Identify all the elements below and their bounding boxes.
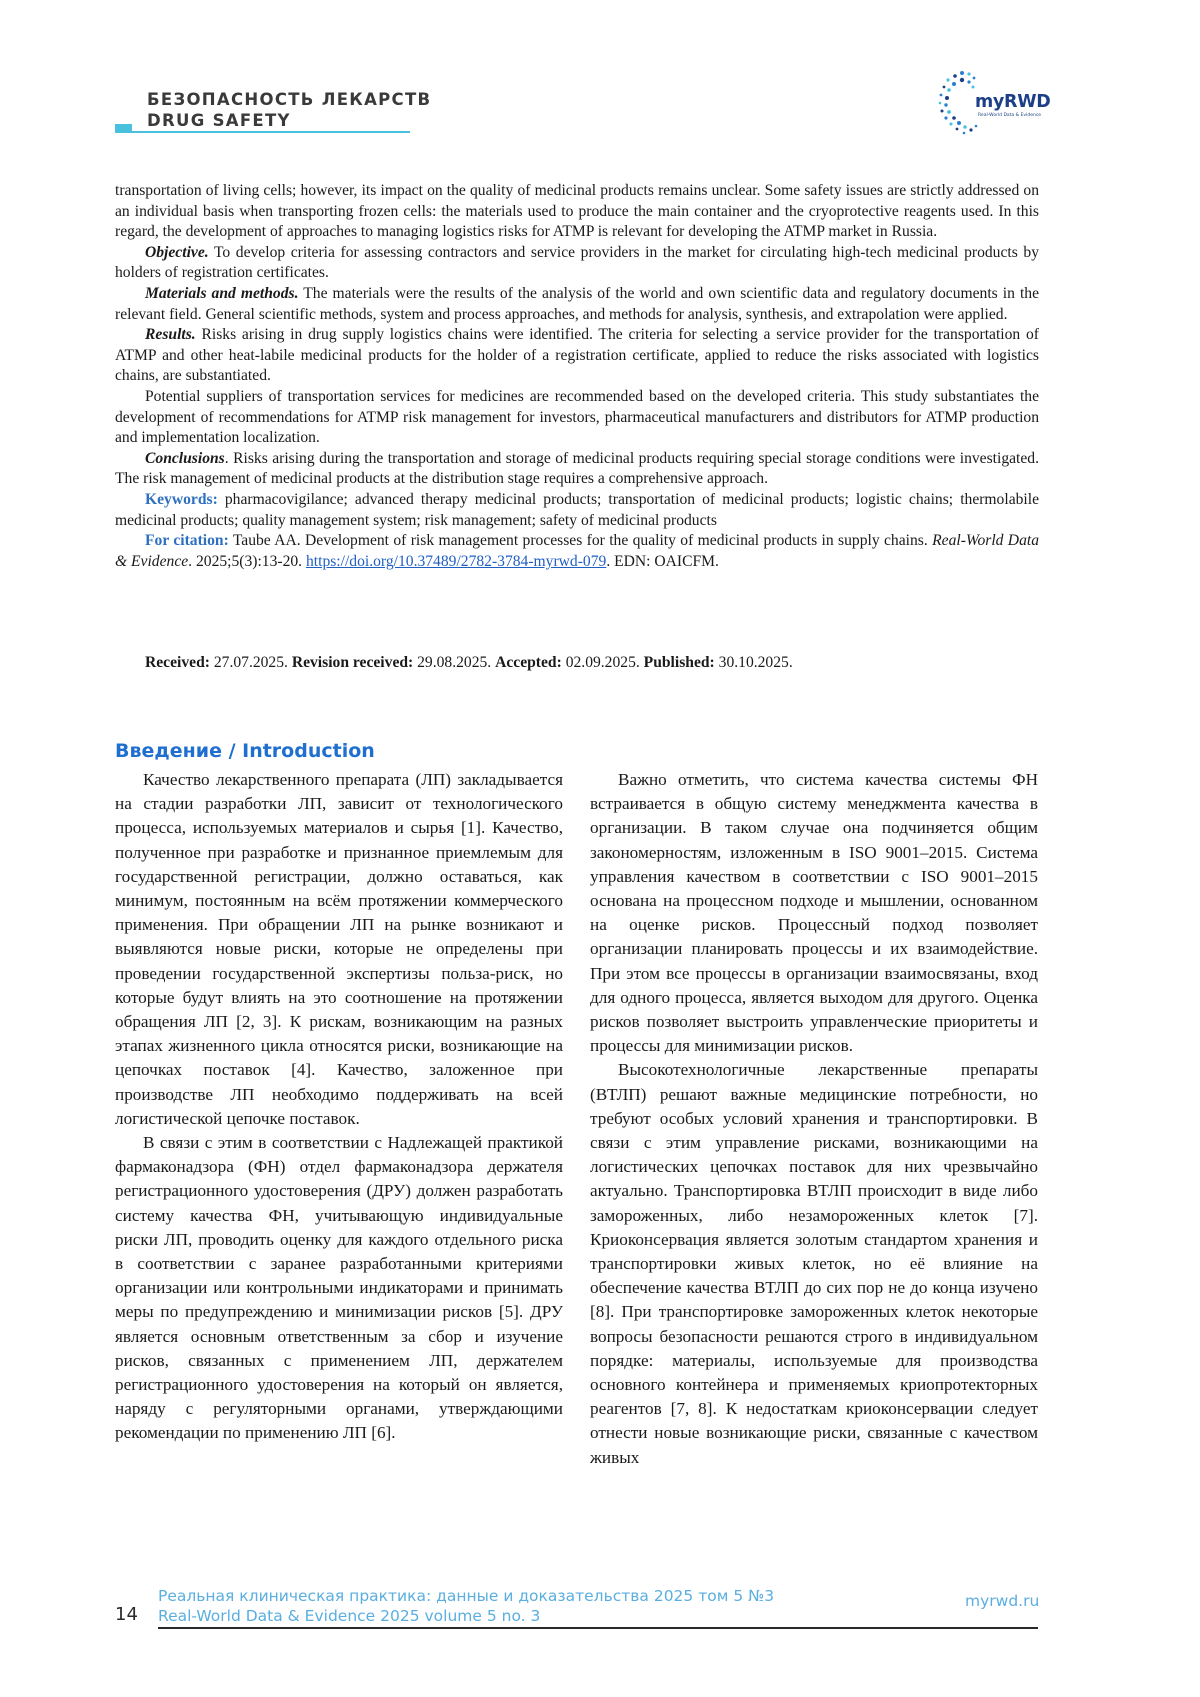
objective-label: Objective.	[145, 244, 209, 261]
logo-wordmark: myRWD	[975, 92, 1050, 112]
keywords-label: Keywords:	[145, 491, 218, 508]
page-number: 14	[115, 1604, 138, 1625]
conclusions-label: Conclusions	[145, 450, 225, 467]
body-paragraph: Важно отметить, что система качества системы ФН встраивается в общую систему менеджмента качества в организации. В таком случае она подчиняется общим закономерностям, изложенным в ISO 9001–2015. Система управления качеством в соответствии с ISO 9001–2015 основана на процессном подходе и мышлении, основанном на оценке рисков. Процессный подход позволяет организации планировать процессы и их взаимодействие. При этом все процессы в организации взаимосвязаны, вход для одного процесса, является выходом для другого. Оценка рисков позволяет выстроить управленческие приоритеты и процессы для минимизации рисков.	[590, 768, 1038, 1058]
abstract	[115, 181, 1039, 572]
header-rule	[115, 131, 410, 133]
left-column	[115, 768, 563, 1446]
journal-title-english: Real-World Data & Evidence 2025 volume 5 no. 3	[158, 1607, 540, 1625]
citation-journal: Real-World Data & Evidence	[115, 532, 1039, 570]
abstract-conclusions: Conclusions. Risks arising during the transportation and storage of medicinal products requiring special storage conditions were investigated. The risk management of medicinal products at the distribution stage requires a comprehensive approach.	[115, 449, 1039, 490]
results-label: Results.	[145, 326, 196, 343]
abstract-paragraph: transportation of living cells; however, its impact on the quality of medicinal products remains unclear. Some safety issues are strictly addressed on an individual basis when transporting frozen cells: the materials used to produce the main container and the cryoprotective reagents used. In this regard, the development of approaches to managing logistics risks for ATMP is relevant for developing the ATMP market in Russia.	[115, 181, 1039, 243]
journal-title-russian: Реальная клиническая практика: данные и доказательства 2025 том 5 №3	[158, 1587, 774, 1605]
dot-cluster-icon	[938, 68, 978, 138]
rubric-english: DRUG SAFETY	[147, 111, 291, 130]
logo-subtext: Real-World Data & Evidence	[978, 113, 1041, 118]
journal-site-link[interactable]: myrwd.ru	[965, 1592, 1039, 1610]
rubric-russian: БЕЗОПАСНОСТЬ ЛЕКАРСТВ	[147, 90, 431, 109]
footer-rule	[158, 1627, 1038, 1629]
citation-label: For citation:	[145, 532, 229, 549]
body-paragraph: Высокотехнологичные лекарственные препараты (ВТЛП) решают важные медицинские потребности, но требуют особых условий хранения и транспортировки. В связи с этим управление рисками, возникающими на логистических цепочках поставок для них чрезвычайно актуально. Транспортировка ВТЛП происходит в виде либо замороженных, либо незамороженных клеток [7]. Криоконсервация является золотым стандартом хранения и транспортировки живых клеток, но её влияние на обеспечение качества ВТЛП до сих пор не до конца изучено [8]. При транспортировке замороженных клеток некоторые вопросы безопасности решаются строго в индивидуальном порядке: материалы, используемые для производства основного контейнера и применяемых криопротекторных реагентов [7, 8]. К недостаткам криоконсервации следует отнести новые возникающие риски, связанные с качеством живых	[590, 1058, 1038, 1469]
right-column	[590, 768, 1038, 1470]
abstract-results-continued: Potential suppliers of transportation services for medicines are recommended based on the developed criteria. This study substantiates the development of recommendations for ATMP risk management for investors, pharmaceutical manufacturers and distributors for ATMP production and implementation localization.	[115, 387, 1039, 449]
body-paragraph: В связи с этим в соответствии с Надлежащей практикой фармаконадзора (ФН) отдел фармаконадзора держателя регистрационного удостоверения (ДРУ) должен разработать систему качества ФН, учитывающую индивидуальные риски ЛП, проводить оценку для каждого отдельного риска в соответствии с заранее разработанными критериями организации или контрольными индикаторами и принимать меры по предупреждению и минимизации рисков [5]. ДРУ является основным ответственным за сбор и изучение рисков, связанных с применением ЛП, держателем регистрационного удостоверения на который он является, наряду с регуляторными органами, утверждающими рекомендации по применению ЛП [6].	[115, 1131, 563, 1446]
page-header	[0, 0, 1200, 150]
doi-link[interactable]: https://doi.org/10.37489/2782-3784-myrwd-079	[306, 553, 606, 570]
myrwd-logo	[938, 68, 1060, 138]
body-paragraph: Качество лекарственного препарата (ЛП) закладывается на стадии разработки ЛП, зависит от технологического процесса, используемых материалов и сырья [1]. Качество, полученное при разработке и признанное приемлемым для государственной регистрации, должно оставаться, как минимум, постоянным на всём протяжении коммерческого применения. При обращении ЛП на рынке возникают и выявляются новые риски, которые не определены при проведении государственной экспертизы польза-риск, но которые будут влиять на это соотношение на протяжении обращения ЛП [2, 3]. К рискам, возникающим на разных этапах жизненного цикла относятся риски, возникающие на цепочках поставок [4]. Качество, заложенное при производстве ЛП необходимо поддерживать на всей логистической цепочке поставок.	[115, 768, 563, 1131]
methods-label: Materials and methods.	[145, 285, 298, 302]
abstract-objective: Objective. To develop criteria for assessing contractors and service providers in the market for circulating high-tech medicinal products by holders of registration certificates.	[115, 243, 1039, 284]
abstract-methods: Materials and methods. The materials were the results of the analysis of the world and own scientific data and regulatory documents in the relevant field. General scientific methods, system and process approaches, and methods for analysis, synthesis, and extrapolation were applied.	[115, 284, 1039, 325]
section-heading-introduction: Введение / Introduction	[115, 740, 375, 762]
abstract-keywords: Keywords: pharmacovigilance; advanced therapy medicinal products; transportation of medicinal products; logistic chains; thermolabile medicinal products; quality management system; risk management; safety of medicinal products	[115, 490, 1039, 531]
abstract-results: Results. Risks arising in drug supply logistics chains were identified. The criteria for selecting a service provider for the transportation of ATMP and other heat-labile medicinal products for the holder of a registration certificate, applied to reduce the risks associated with logistics chains, are substantiated.	[115, 325, 1039, 387]
abstract-citation: For citation: Taube AA. Development of risk management processes for the quality of medicinal products in supply chains. Real-World Data & Evidence. 2025;5(3):13-20. https://doi.org/10.37489/2782-3784-myrwd-079. EDN: OAICFM.	[115, 531, 1039, 572]
article-dates: Received: 27.07.2025. Revision received: 29.08.2025. Accepted: 02.09.2025. Published: 30.10.2025.	[145, 653, 793, 673]
